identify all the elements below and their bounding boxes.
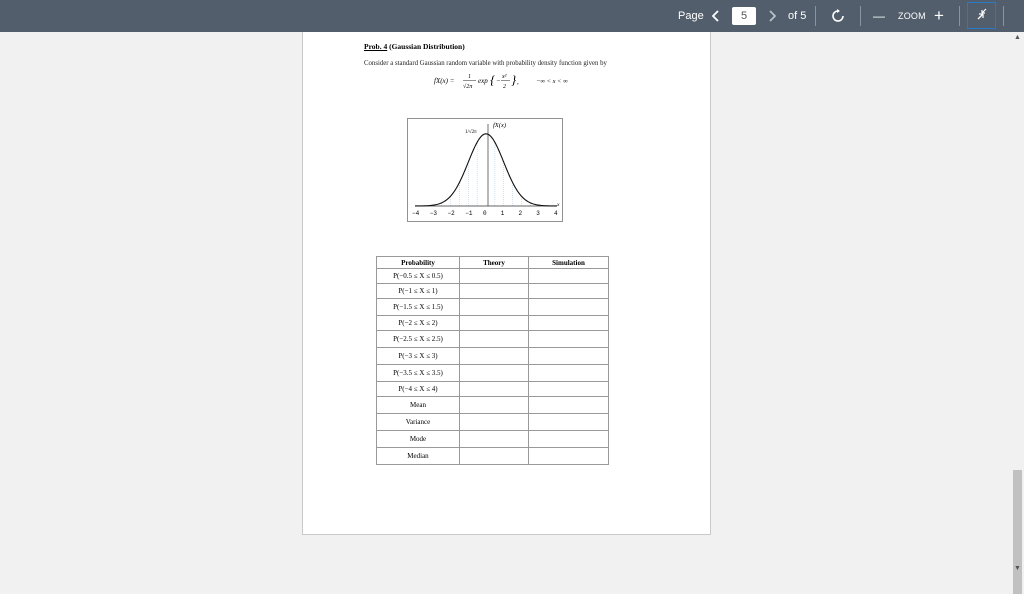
probability-cell: P(−2 ≤ X ≤ 2) bbox=[377, 316, 460, 331]
svg-text:−: − bbox=[496, 77, 501, 85]
theory-cell[interactable] bbox=[460, 269, 529, 284]
theory-cell[interactable] bbox=[460, 382, 529, 397]
y-axis-label: fX(x) bbox=[493, 122, 506, 129]
svg-text:,: , bbox=[517, 78, 519, 86]
x-tick-label: 3 bbox=[536, 210, 540, 217]
gaussian-pdf-plot bbox=[407, 118, 563, 222]
x-tick-label: 4 bbox=[554, 210, 558, 217]
probability-cell: P(−3 ≤ X ≤ 3) bbox=[377, 348, 460, 365]
stat-cell-mean: Mean bbox=[377, 397, 460, 414]
chevron-right-icon bbox=[767, 10, 777, 22]
simulation-cell[interactable] bbox=[529, 365, 609, 382]
table-row bbox=[377, 431, 609, 448]
stat-cell-variance: Variance bbox=[377, 414, 460, 431]
probability-cell: P(−1 ≤ X ≤ 1) bbox=[377, 284, 460, 299]
x-tick-label: −4 bbox=[412, 210, 420, 217]
toolbar-divider bbox=[959, 6, 960, 26]
page-number-input[interactable]: 5 bbox=[732, 7, 756, 25]
table-row bbox=[377, 348, 609, 365]
formula-lhs: fX(x) = bbox=[434, 77, 455, 85]
theory-cell[interactable] bbox=[460, 397, 529, 414]
x-tick-label: −1 bbox=[465, 210, 473, 217]
svg-text:x²: x² bbox=[502, 74, 507, 80]
document-page bbox=[302, 32, 711, 535]
total-pages-label: of 5 bbox=[788, 10, 807, 22]
x-tick-label: −2 bbox=[447, 210, 455, 217]
theory-cell[interactable] bbox=[460, 348, 529, 365]
vertical-scrollbar[interactable] bbox=[1011, 32, 1024, 576]
x-tick-label: 1 bbox=[500, 210, 505, 217]
simulation-cell[interactable] bbox=[529, 316, 609, 331]
viewer-toolbar bbox=[0, 0, 1024, 32]
svg-text:{: { bbox=[490, 72, 496, 87]
zoom-label: ZOOM bbox=[898, 11, 926, 21]
probability-table bbox=[376, 256, 609, 465]
table-row bbox=[377, 269, 609, 284]
theory-cell[interactable] bbox=[460, 299, 529, 316]
theory-cell[interactable] bbox=[460, 448, 529, 465]
x-axis-label: x bbox=[557, 202, 560, 208]
scroll-up-icon[interactable]: ▲ bbox=[1014, 34, 1021, 41]
table-row bbox=[377, 365, 609, 382]
pdf-formula bbox=[434, 70, 594, 92]
collapse-icon bbox=[968, 3, 995, 28]
table-row bbox=[377, 414, 609, 431]
simulation-cell[interactable] bbox=[529, 331, 609, 348]
simulation-cell[interactable] bbox=[529, 299, 609, 316]
simulation-cell[interactable] bbox=[529, 269, 609, 284]
x-tick-label: 2 bbox=[518, 210, 523, 217]
theory-cell[interactable] bbox=[460, 365, 529, 382]
simulation-cell[interactable] bbox=[529, 448, 609, 465]
theory-cell[interactable] bbox=[460, 414, 529, 431]
table-row bbox=[377, 331, 609, 348]
theory-cell[interactable] bbox=[460, 431, 529, 448]
toolbar-divider bbox=[815, 6, 816, 26]
zoom-in-button[interactable]: + bbox=[934, 6, 944, 25]
table-row bbox=[377, 299, 609, 316]
scroll-down-icon[interactable]: ▼ bbox=[1014, 565, 1021, 572]
peak-value-label: 1/√2π bbox=[465, 130, 477, 135]
probability-cell: P(−3.5 ≤ X ≤ 3.5) bbox=[377, 365, 460, 382]
simulation-cell[interactable] bbox=[529, 348, 609, 365]
x-tick-label: 0 bbox=[483, 210, 487, 217]
header-simulation: Simulation bbox=[529, 257, 609, 269]
simulation-cell[interactable] bbox=[529, 431, 609, 448]
theory-cell[interactable] bbox=[460, 316, 529, 331]
table-header-row bbox=[377, 257, 609, 269]
simulation-cell[interactable] bbox=[529, 397, 609, 414]
chevron-left-icon bbox=[711, 10, 721, 22]
header-theory: Theory bbox=[460, 257, 529, 269]
simulation-cell[interactable] bbox=[529, 414, 609, 431]
toolbar-divider bbox=[860, 6, 861, 26]
page-label: Page bbox=[678, 10, 704, 22]
toolbar-divider bbox=[1003, 6, 1004, 26]
theory-cell[interactable] bbox=[460, 331, 529, 348]
svg-text:1: 1 bbox=[468, 74, 471, 80]
probability-cell: P(−1.5 ≤ X ≤ 1.5) bbox=[377, 299, 460, 316]
rotate-button[interactable] bbox=[829, 0, 847, 32]
x-tick-label: −3 bbox=[429, 210, 437, 217]
stat-cell-mode: Mode bbox=[377, 431, 460, 448]
table-row bbox=[377, 448, 609, 465]
probability-cell: P(−4 ≤ X ≤ 4) bbox=[377, 382, 460, 397]
svg-text:2: 2 bbox=[503, 84, 506, 90]
table-row bbox=[377, 382, 609, 397]
formula-range: −∞ < x < ∞ bbox=[536, 78, 568, 85]
zoom-out-button[interactable]: — bbox=[873, 9, 885, 23]
prev-page-button[interactable] bbox=[708, 0, 724, 32]
svg-text:}: } bbox=[511, 72, 517, 87]
stat-cell-median: Median bbox=[377, 448, 460, 465]
rotate-icon bbox=[831, 9, 845, 23]
next-page-button[interactable] bbox=[764, 0, 780, 32]
theory-cell[interactable] bbox=[460, 284, 529, 299]
problem-statement: Consider a standard Gaussian random variable with probability density function given by bbox=[364, 60, 607, 67]
probability-cell: P(−0.5 ≤ X ≤ 0.5) bbox=[377, 269, 460, 284]
header-probability: Probability bbox=[377, 257, 460, 269]
table-row bbox=[377, 316, 609, 331]
table-row bbox=[377, 397, 609, 414]
svg-text:√2π: √2π bbox=[463, 84, 473, 90]
problem-title: Prob. 4 (Gaussian Distribution) bbox=[364, 42, 465, 51]
table-row bbox=[377, 284, 609, 299]
formula-exp: exp bbox=[478, 77, 488, 85]
simulation-cell[interactable] bbox=[529, 382, 609, 397]
scrollbar-thumb[interactable] bbox=[1013, 470, 1022, 594]
exit-fullscreen-button[interactable] bbox=[967, 2, 996, 29]
probability-cell: P(−2.5 ≤ X ≤ 2.5) bbox=[377, 331, 460, 348]
simulation-cell[interactable] bbox=[529, 284, 609, 299]
